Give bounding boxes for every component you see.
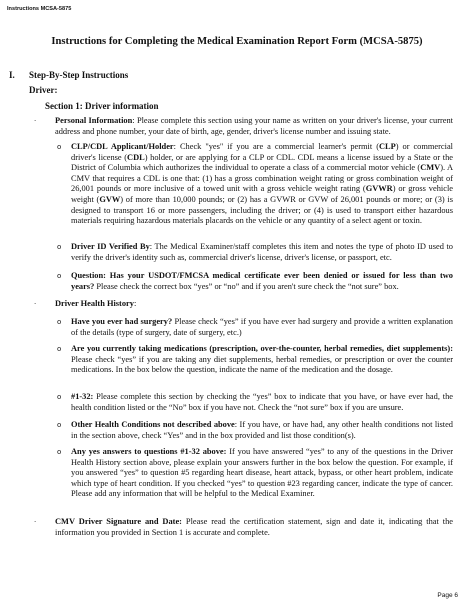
bullet-icon: · [34,300,37,308]
cdl-abbr: CDL [127,152,145,162]
sub-bullet-icon: o [57,318,62,326]
driver-id-item [71,242,453,263]
sub-bullet-icon: o [57,448,62,456]
item-text: : If you have, or have had, any other health conditions not listed in the section above, check “Yes” and in the box provided and list those condition(s). [71,420,453,440]
sub-bullet-icon: o [57,143,62,151]
bullet-icon: · [34,117,37,125]
bullet-icon: · [34,518,37,526]
item-label: Driver ID Verified By [71,242,150,251]
item-label: Other Health Conditions not described above [71,420,235,429]
page-title: Instructions for Completing the Medical Examination Report Form (MCSA-5875) [51,36,423,47]
personal-information-item [55,116,453,137]
any-yes-answers-item [71,447,453,500]
signature-item [55,517,453,538]
document-tag: Instructions MCSA-5875 [7,6,72,12]
item-text: Please read the certification statement, sign and date it, indicating that the information you provided in Section 1 is accurate and complete. [55,517,453,537]
item-label: Have you ever had surgery? [71,317,173,326]
surgery-item [71,317,453,338]
item-text: ) of more than 10,000 pounds; or (2) has a GVWR or GVW of 26,001 pounds or more; or (3) is designed to transport 16 or more passengers, including the driver; or (4) is used to transport either hazardous materials requiring hazardous materials placards on the vehicle or any quantity of a select agent or toxin. [71,194,453,226]
item-text: : [133,299,137,308]
sub-bullet-icon: o [57,421,62,429]
sub-bullet-icon: o [57,393,62,401]
other-health-conditions-item [71,420,453,441]
item-label: Question: Has your USDOT/FMCSA medical certificate ever been denied or issued for less than two years? [71,271,453,291]
item-text: : Check "yes" if you are a commercial learner's permit ( [173,142,379,151]
item-label: CLP/CDL Applicant/Holder [71,142,174,151]
medications-item [71,344,453,376]
sub-bullet-icon: o [57,243,62,251]
clp-cdl-item [71,142,453,227]
cmv-abbr: CMV [420,163,441,173]
item-text: ) holder, or are applying for a CLP or CDL. CDL means a license issued by a State or the District of Columbia which authorizes the individual to operate a class of a commercial motor vehicle ( [71,152,454,173]
section-heading: Step-By-Step Instructions [29,70,129,80]
section-1-heading: Section 1: Driver information [45,101,159,111]
driver-health-history-heading [55,299,453,310]
clp-abbr: CLP [378,142,396,151]
item-text: ). A CMV that requires a CDL is one that: (1) has a gross combination weight rating or gross combination weight of 26,001 pounds or more inclusive of a towed unit with a gross vehicle weight rating ( [71,163,454,194]
gvwr-abbr: GVWR [365,184,393,194]
item-text: Please complete this section by checking the “yes” box to indicate that you have, or have ever had, the health condition listed or the “No” box if you have not. Check the “not sure” box if you are unsure. [71,392,453,412]
item-label: CMV Driver Signature and Date: [55,517,182,526]
gvw-abbr: GVW [99,194,121,204]
item-label: Personal Information [55,116,133,125]
item-text: : The Medical Examiner/staff completes this item and notes the type of photo ID used to verify the driver's identity such as, commercial driver's license, driver's license, or passport, etc. [71,242,453,262]
item-text: Please check “yes” if you have ever had surgery and provide a written explanation of the details (type of surgery, date of surgery, etc.) [71,317,453,337]
item-label: Any yes answers to questions #1-32 above: [71,447,227,456]
sub-bullet-icon: o [57,345,62,353]
sub-bullet-icon: o [57,272,62,280]
section-number: I. [9,70,15,80]
item-text: Please check “yes” if you are taking any diet supplements, herbal remedies, or prescription or over the counter medications. In the box below the question, indicate the name of the medication and the dosage. [71,354,453,375]
item-label: Driver Health History [55,299,134,308]
item-text: ) or gross vehicle weight ( [71,184,453,204]
driver-subheading: Driver: [29,85,58,95]
item-text: Please check the correct box “yes” or “no” and if you aren't sure check the “not sure” box. [94,281,399,291]
item-text: If you have answered “yes” to any of the questions in the Driver Health History section above, please explain your answers further in the box below the question. For example, if you answered “yes” to question #5 regarding heart disease, heart attack, bypass, or other heart problem, indicate which type of heart condition. If you checked “yes” to question #23 regarding cancer, indicate the type of cancer. Please add any information that will be helpful to the Medical Examiner. [71,447,453,499]
item-text: ) or commercial driver's license ( [71,142,453,162]
page-number: Page 6 [437,592,458,599]
item-text: : Please complete this section using your name as written on your driver's license, your current address and phone number, your date of birth, age, gender, driver's license number and issuing state. [55,116,454,136]
item-label: #1-32: [71,392,94,401]
certificate-question-item [71,271,453,292]
questions-1-32-item [71,392,453,413]
item-label: Are you currently taking medications (prescription, over-the-counter, herbal remedies, diet supplements): [71,344,453,353]
